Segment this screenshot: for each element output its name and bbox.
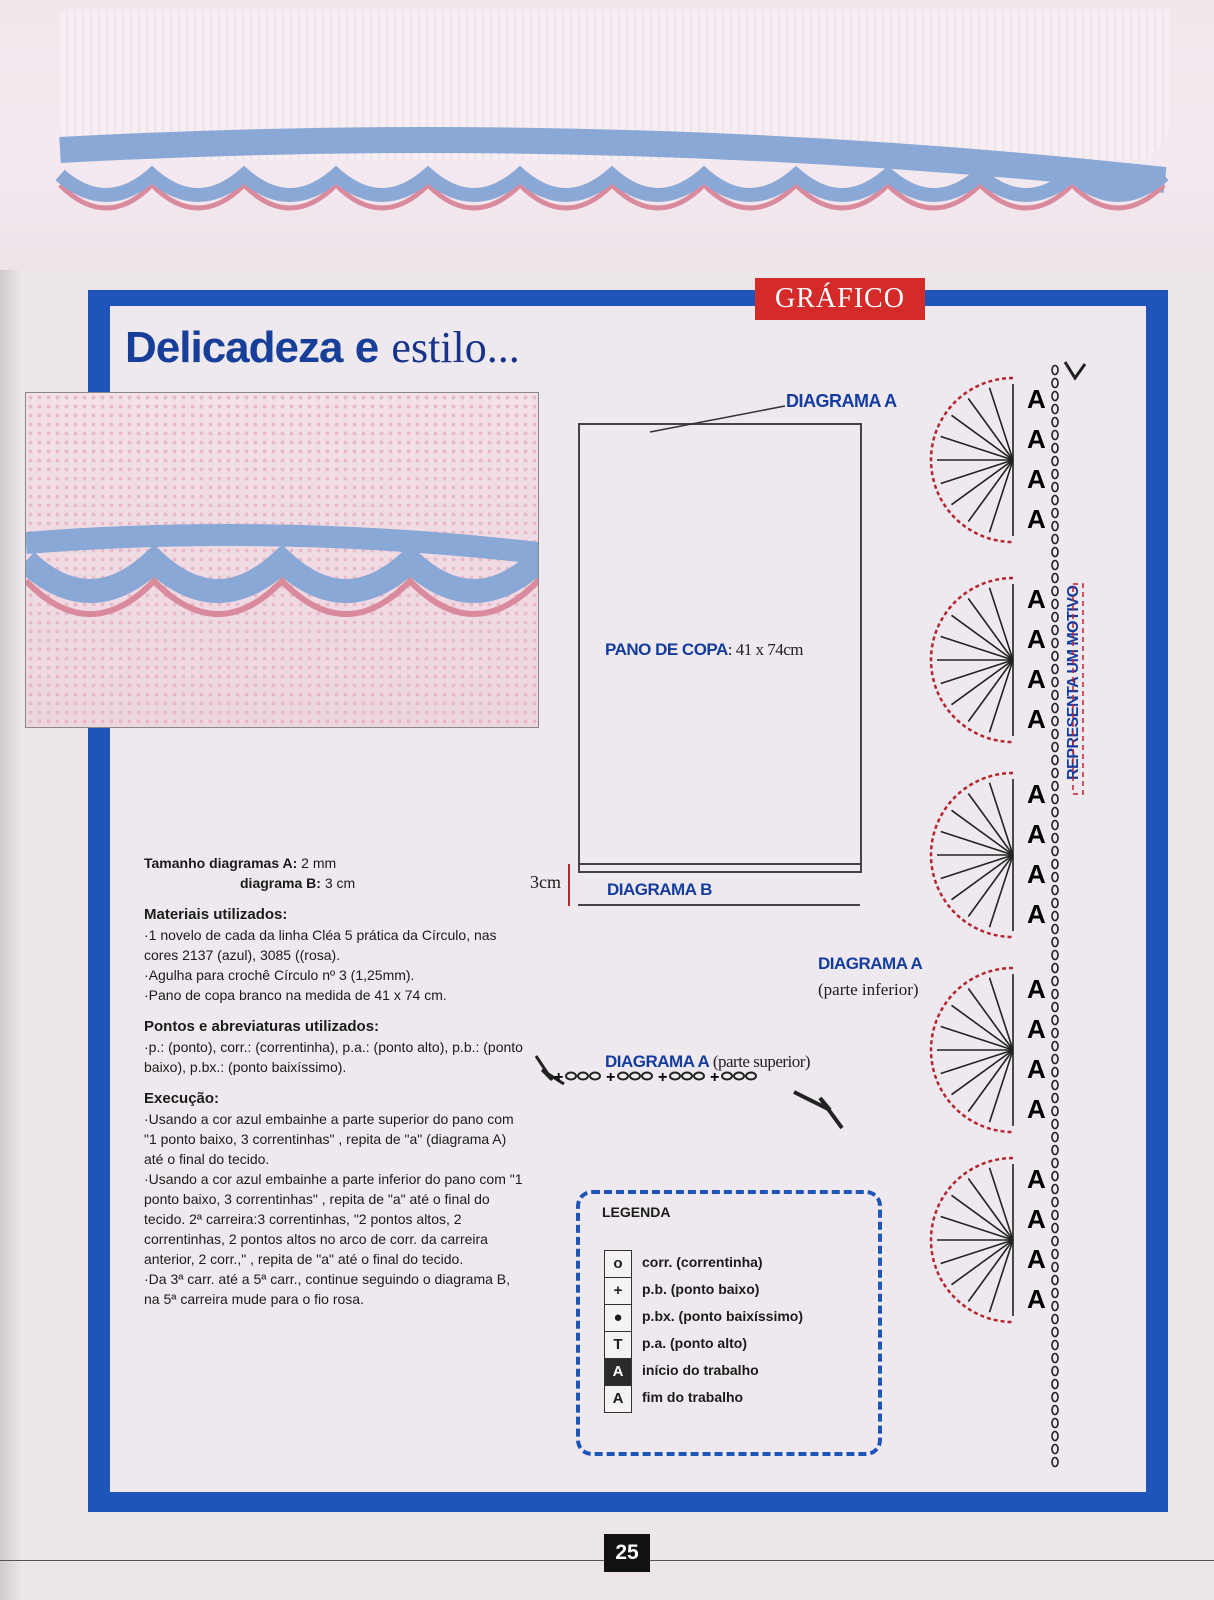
legend-row <box>604 1277 864 1303</box>
materials-item: ·1 novelo de cada da linha Cléa 5 prática da Círculo, nas cores 2137 (azul), 3085 ((rosa). <box>144 927 497 963</box>
box-divider <box>578 863 860 865</box>
chart-start-arrow-icon <box>1065 362 1085 378</box>
svg-text:A: A <box>1027 424 1046 454</box>
diagram-a-inferior-sub: (parte inferior) <box>818 980 919 999</box>
legend-label: fim do trabalho <box>642 1389 744 1405</box>
svg-text:A: A <box>1027 899 1046 929</box>
execution-heading: Execução: <box>144 1090 220 1107</box>
stitches-text: ·p.: (ponto), corr.: (correntinha), p.a.: (ponto alto), p.b.: (ponto baixo), p.bx.: (ponto baixíssimo). <box>144 1039 523 1075</box>
svg-text:A: A <box>1027 1164 1046 1194</box>
diagram-a-superior-title: DIAGRAMA A <box>605 1052 709 1071</box>
box-bottom <box>578 904 860 906</box>
section-tab: GRÁFICO <box>755 278 925 320</box>
motivo-label: REPRESENTA UM MOTIVO <box>1065 585 1082 780</box>
stitches-heading: Pontos e abreviaturas utilizados: <box>144 1018 380 1035</box>
svg-text:A: A <box>1027 1244 1046 1274</box>
double-crochet-symbol-icon: T <box>604 1331 632 1359</box>
inset-crochet-edge <box>26 393 538 727</box>
chain-symbol-icon: o <box>604 1250 632 1278</box>
svg-text:A: A <box>1027 1094 1046 1124</box>
end-arrow-icon <box>794 1092 842 1128</box>
legend-row <box>604 1331 864 1357</box>
svg-text:A: A <box>1027 859 1046 889</box>
three-cm-label: 3cm <box>530 872 561 892</box>
page-title <box>125 322 520 373</box>
svg-text:A: A <box>1027 1014 1046 1044</box>
diagram-b-label: DIAGRAMA B <box>607 880 712 899</box>
svg-text:A: A <box>1027 464 1046 494</box>
diagram-a-superior-chart <box>530 1050 850 1130</box>
legend-label: p.a. (ponto alto) <box>642 1335 747 1351</box>
svg-text:A: A <box>1027 384 1046 414</box>
svg-text:+: + <box>658 1069 668 1086</box>
diagram-a-inferior-chart <box>925 360 1090 1480</box>
svg-text:+: + <box>606 1069 616 1086</box>
crochet-edge-photo <box>0 0 1214 270</box>
pano-title: PANO DE COPA <box>605 640 728 659</box>
legend-row <box>604 1385 864 1411</box>
svg-text:A: A <box>1027 1054 1046 1084</box>
execution-step: ·Usando a cor azul embainhe a parte superior do pano com "1 ponto baixo, 3 correntinhas" , repita de "a" (diagrama A) até o final do tecido. <box>144 1111 514 1167</box>
materials-heading: Materiais utilizados: <box>144 906 288 923</box>
inset-photo <box>25 392 539 728</box>
motif-bracket <box>1073 584 1083 794</box>
single-crochet-symbol-icon: + <box>604 1277 632 1305</box>
pano-value: : 41 x 74cm <box>727 640 804 659</box>
svg-text:+: + <box>710 1069 720 1086</box>
legend-row <box>604 1358 864 1384</box>
diagram-a-top-label: DIAGRAMA A <box>786 391 897 411</box>
pano-label <box>605 640 803 660</box>
legend-label: p.bx. (ponto baixíssimo) <box>642 1308 804 1324</box>
svg-text:A: A <box>1027 779 1046 809</box>
top-photo-towel-edge <box>0 0 1214 270</box>
svg-text:+: + <box>554 1069 564 1086</box>
title-and: e <box>354 323 380 372</box>
diagram-a-superior-sub: (parte superior) <box>712 1052 811 1071</box>
svg-text:A: A <box>1027 504 1046 534</box>
slip-stitch-symbol-icon: ● <box>604 1304 632 1332</box>
diagram-a-pointer <box>560 380 820 440</box>
execution-step: ·Da 3ª carr. até a 5ª carr., continue seguindo o diagrama B, na 5ª carreira mude para o fio rosa. <box>144 1271 511 1307</box>
svg-text:A: A <box>1027 974 1046 1004</box>
chain-stitch-row <box>554 1069 756 1086</box>
legend-row <box>604 1304 864 1330</box>
svg-text:A: A <box>1027 664 1046 694</box>
size-line-a: Tamanho diagramas A: 2 mm <box>144 855 337 871</box>
size-line-b: diagrama B: 3 cm <box>240 875 356 891</box>
svg-text:A: A <box>1027 819 1046 849</box>
title-serif: estilo... <box>391 323 520 372</box>
svg-text:A: A <box>1027 584 1046 614</box>
execution-step: ·Usando a cor azul embainhe a parte inferior do pano com "1 ponto baixo, 3 correntinhas" , repita de "a" até o final do tecido. 2ª carreira:3 correntinhas, "2 pontos altos, 2 correntinhas, 2 pontos altos no arco de corr. da carreira anterior, 2 corr.," , repita de "a" até o final do tecido. <box>144 1171 523 1267</box>
legend-label: corr. (correntinha) <box>642 1254 763 1270</box>
work-start-symbol-icon: A <box>604 1358 632 1386</box>
materials-item: ·Pano de copa branco na medida de 41 x 74 cm. <box>144 987 447 1003</box>
three-cm-marker <box>568 864 570 906</box>
svg-text:A: A <box>1027 624 1046 654</box>
page-number: 25 <box>604 1534 650 1572</box>
legend-label: p.b. (ponto baixo) <box>642 1281 760 1297</box>
svg-text:A: A <box>1027 704 1046 734</box>
legend-title: LEGENDA <box>602 1204 671 1220</box>
title-bold: Delicadeza <box>125 323 343 372</box>
diagram-a-inferior-label: DIAGRAMA A <box>818 954 923 973</box>
legend-label: início do trabalho <box>642 1362 759 1378</box>
svg-text:A: A <box>1027 1284 1046 1314</box>
materials-item: ·Agulha para crochê Círculo nº 3 (1,25mm). <box>144 967 415 983</box>
work-end-symbol-icon: A <box>604 1385 632 1413</box>
legend-row <box>604 1250 864 1276</box>
svg-text:A: A <box>1027 1204 1046 1234</box>
instructions-column <box>144 853 524 1309</box>
